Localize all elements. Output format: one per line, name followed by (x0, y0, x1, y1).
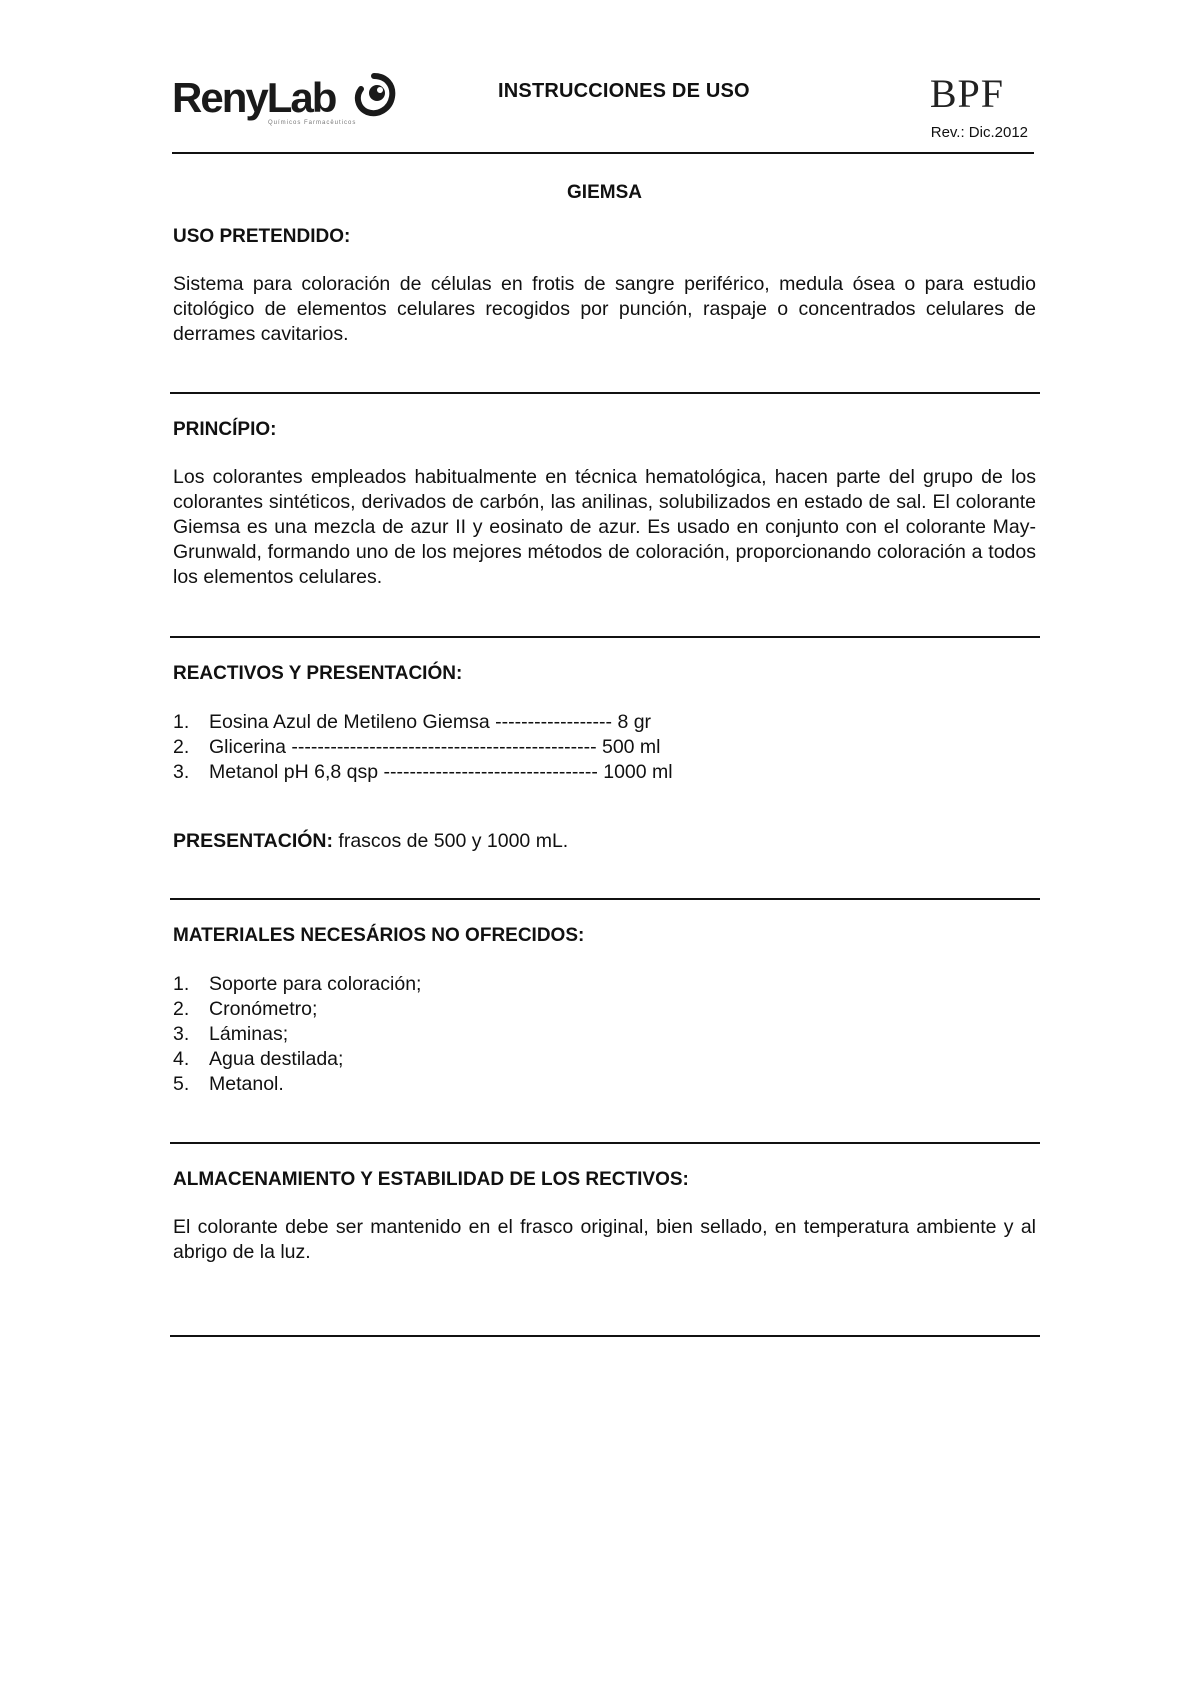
document-title: GIEMSA (567, 182, 642, 203)
revision-date: Rev.: Dic.2012 (930, 124, 1028, 141)
section-heading-almacenamiento: ALMACENAMIENTO Y ESTABILIDAD DE LOS RECTIVOS: (173, 1169, 689, 1190)
list-item: 3. Láminas; (173, 1023, 289, 1045)
list-item: 2. Glicerina ----------------------------------------------- 500 ml (173, 736, 661, 758)
section-text-principio: Los colorantes empleados habitualmente en técnica hematológica, hacen parte del grupo de los colorantes sintéticos, derivados de carbón, las anilinas, solubilizados en estado de sal. El colorante Giemsa es una mezcla de azur II y eosinato de azur. Es usado en conjunto con el colorante May-Grunwald, formando uno de los mejores métodos de coloración, proporcionando coloración a todos los elementos celulares. (173, 466, 1036, 588)
section-divider (170, 1142, 1040, 1144)
section-divider (170, 1335, 1040, 1337)
list-item: 2. Cronómetro; (173, 998, 318, 1020)
section-heading-reactivos: REACTIVOS Y PRESENTACIÓN: (173, 663, 463, 684)
renylab-logo (172, 70, 404, 132)
reactivos-list (173, 710, 1036, 785)
logo-tagline: Químicos Farmacêuticos (268, 120, 357, 126)
list-item: 1. Soporte para coloración; (173, 973, 422, 995)
document-body (173, 176, 1036, 1337)
logo-swirl-icon (350, 72, 398, 120)
section-text-almacenamiento: El colorante debe ser mantenido en el frasco original, bien sellado, en temperatura ambiente y al abrigo de la luz. (173, 1216, 1036, 1263)
section-heading-principio: PRINCÍPIO: (173, 419, 277, 440)
section-text-uso: Sistema para coloración de células en frotis de sangre periférico, medula ósea o para estudio citológico de elementos celulares recogidos por punción, raspaje o concentrados celulares de derrames cavitarios. (173, 273, 1036, 345)
section-divider (170, 636, 1040, 638)
list-item: 4. Agua destilada; (173, 1048, 344, 1070)
logo-wordmark: RenyLab (172, 74, 336, 121)
presentation-line (173, 830, 1036, 853)
list-item: 3. Metanol pH 6,8 qsp --------------------------------- 1000 ml (173, 761, 673, 783)
bpf-mark: BPF (929, 71, 1004, 116)
presentation-text: frascos de 500 y 1000 mL. (332, 830, 569, 852)
section-heading-materiales: MATERIALES NECESÁRIOS NO OFRECIDOS: (173, 925, 585, 946)
list-item: 5. Metanol. (173, 1073, 284, 1095)
list-item: 1. Eosina Azul de Metileno Giemsa ------------------ 8 gr (173, 711, 652, 733)
section-heading-uso: USO PRETENDIDO: (173, 226, 351, 247)
document-type: INSTRUCCIONES DE USO (498, 80, 750, 102)
header-divider (172, 152, 1034, 154)
document-header (172, 70, 1034, 150)
section-divider (170, 898, 1040, 900)
presentation-label: PRESENTACIÓN: (173, 830, 333, 852)
materiales-list (173, 972, 1036, 1097)
section-divider (170, 392, 1040, 394)
